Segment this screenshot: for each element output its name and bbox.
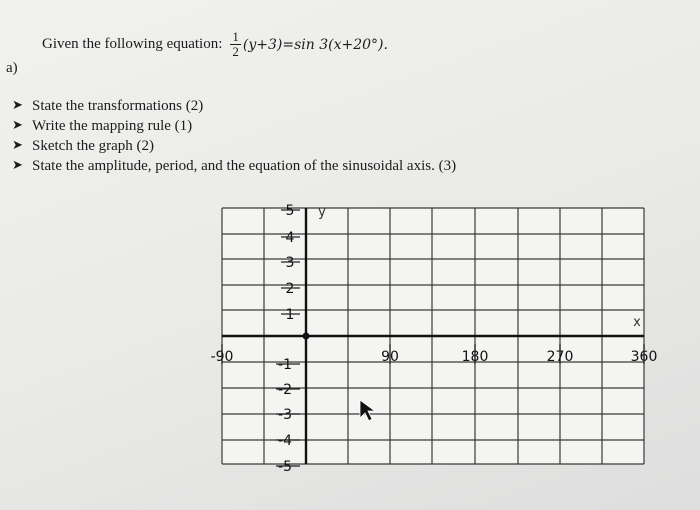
y-tick-label: -3	[278, 407, 292, 423]
fraction-numerator: 1	[232, 29, 239, 44]
x-axis-letter: x	[633, 315, 641, 330]
x-tick-label: -90	[210, 349, 234, 365]
y-tick-label: 5	[285, 203, 295, 219]
fraction-denominator: 2	[232, 44, 239, 59]
x-tick-label: 360	[630, 349, 658, 365]
equation-body: (y+3)=sin 3(x+20°).	[242, 36, 388, 53]
y-tick-label: 4	[285, 230, 295, 246]
equation-intro: Given the following equation:	[42, 36, 223, 52]
x-tick-label: 270	[546, 349, 574, 365]
task-text: State the amplitude, period, and the equation of the sinusoidal axis. (3)	[32, 158, 457, 174]
arrow-bullet-icon: ➤	[12, 138, 23, 153]
y-tick-label: 2	[285, 281, 295, 297]
task-text: State the transformations (2)	[32, 98, 204, 114]
y-tick-label: -1	[278, 357, 292, 373]
y-tick-label: 1	[285, 307, 295, 323]
x-tick-label: 90	[381, 349, 399, 365]
y-tick-label: -5	[278, 459, 292, 475]
y-tick-label: -2	[278, 382, 292, 398]
y-tick-label: -4	[278, 433, 292, 449]
y-tick-label: 3	[285, 255, 295, 271]
task-text: Write the mapping rule (1)	[32, 118, 193, 134]
task-text: Sketch the graph (2)	[32, 138, 155, 154]
arrow-bullet-icon: ➤	[12, 98, 23, 113]
arrow-bullet-icon: ➤	[12, 118, 23, 133]
part-label: a)	[6, 60, 18, 76]
x-tick-label: 180	[461, 349, 489, 365]
origin-point	[303, 333, 310, 340]
arrow-bullet-icon: ➤	[12, 158, 23, 173]
y-axis-letter: y	[318, 205, 326, 220]
